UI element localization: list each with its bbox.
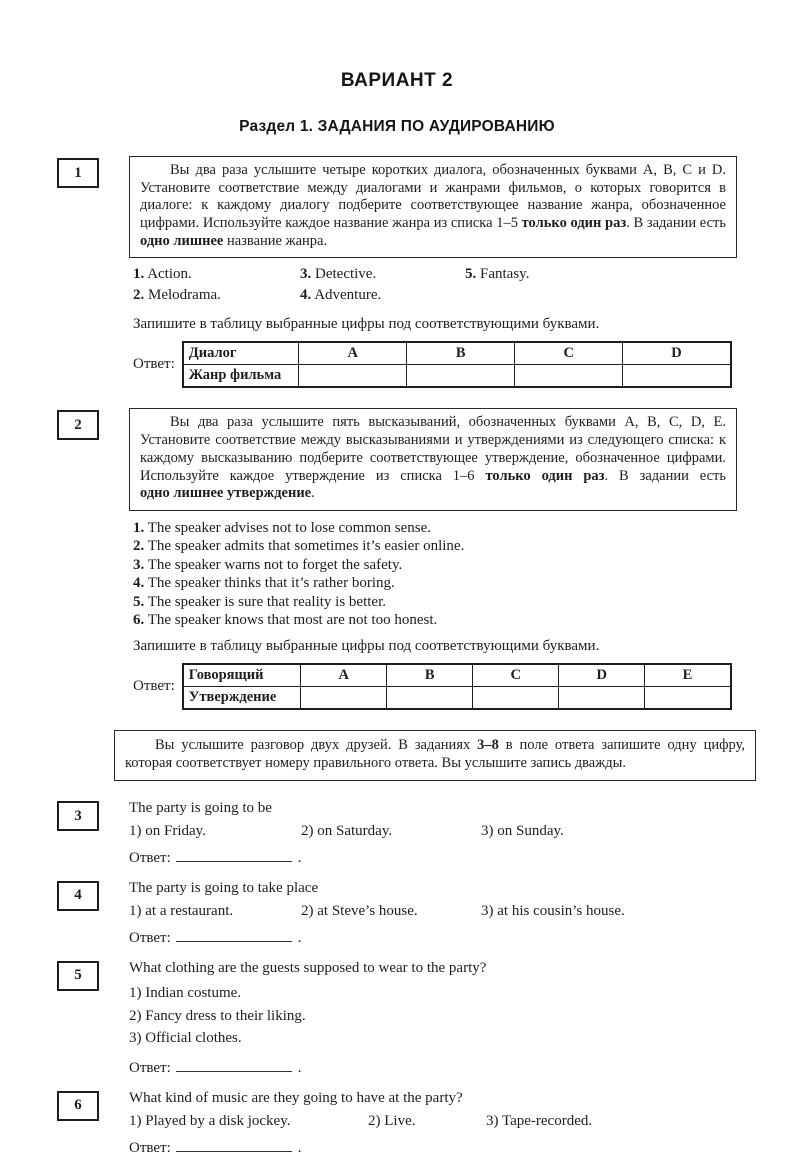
statement-text: The speaker thinks that it’s rather boring. [147, 575, 395, 592]
answer-blank[interactable] [176, 928, 292, 942]
column-letter: A [301, 664, 387, 687]
task-1-instruction-bold: одно лишнее [140, 232, 224, 249]
genre-number: 4. [300, 287, 312, 304]
answer-period: . [297, 929, 302, 946]
statement-item [133, 519, 737, 537]
column-letter: E [645, 664, 731, 687]
statement-number: 6. [133, 612, 145, 629]
genre-number: 3. [300, 266, 312, 283]
question-text: The party is going to be [129, 800, 272, 817]
task-2-instruction-text: Вы два раза услышите пять высказываний, обозначенных буквами A, B, C, D, E. Установите соответствие между высказываниями и утверждениями из следующего списка: к каждому высказыванию подберите соответствующее утверждение, обозначенное цифрами. Используйте каждое утверждение из списка 1–6 [140, 414, 726, 484]
statement-number: 5. [133, 593, 145, 610]
question-4-number: 4 [74, 887, 82, 904]
question-6 [57, 1089, 737, 1157]
question-4 [57, 879, 737, 947]
question-6-number: 6 [74, 1097, 82, 1114]
task-2-answer-row [133, 663, 737, 710]
task-2-answer-table [182, 663, 732, 710]
table-row-header: Диалог [183, 342, 299, 365]
column-letter: B [387, 664, 473, 687]
answer-line [129, 1138, 737, 1157]
intro-bold: 3–8 [477, 736, 499, 753]
genre-item [133, 287, 300, 308]
genre-label: Adventure. [314, 287, 382, 304]
task-1-write-note: Запишите в таблицу выбранные цифры под соответствующими буквами. [133, 316, 600, 333]
page-title: ВАРИАНТ 2 [340, 70, 454, 91]
task-2-instruction-bold: одно лишнее утверждение [140, 485, 312, 502]
table-row-header: Утверждение [183, 686, 301, 709]
statement-number: 4. [133, 575, 145, 592]
answer-blank[interactable] [176, 1138, 292, 1152]
answer-label: Ответ: [129, 849, 171, 866]
option-1: 1) on Friday. [129, 822, 206, 839]
question-4-number-box [57, 881, 99, 911]
option-1: 1) Played by a disk jockey. [129, 1112, 291, 1129]
statement-number: 1. [133, 519, 145, 536]
answer-line [129, 1058, 737, 1077]
answer-cell[interactable] [407, 365, 515, 388]
answer-period: . [297, 1059, 302, 1076]
column-letter: D [559, 664, 645, 687]
genre-label: Fantasy. [480, 266, 530, 283]
answer-period: . [297, 1139, 302, 1156]
tasks-3-8-instruction-box [114, 730, 756, 782]
genre-item [465, 266, 737, 287]
option-2: 2) on Saturday. [301, 822, 393, 839]
answer-label: Ответ: [129, 1139, 171, 1156]
statement-number: 3. [133, 556, 145, 573]
question-text: What kind of music are they going to have at the party? [129, 1089, 463, 1106]
table-row-header: Жанр фильма [183, 365, 299, 388]
genre-label: Melodrama. [148, 287, 221, 304]
task-1-instruction-text: . В задании есть [626, 215, 726, 232]
task-1-instruction-box [129, 156, 737, 258]
task-1-instruction-text: название жанра. [223, 232, 328, 249]
answer-cell[interactable] [623, 365, 731, 388]
task-1-instruction-bold: только один раз [521, 215, 627, 232]
column-letter: D [623, 342, 731, 365]
question-5 [57, 959, 737, 1077]
task-2 [57, 408, 737, 510]
option-row [129, 903, 737, 920]
table-row-header: Говорящий [183, 664, 301, 687]
answer-label: Ответ: [129, 929, 171, 946]
option-3: 3) Official clothes. [129, 1030, 242, 1047]
statement-text: The speaker is sure that reality is better. [147, 593, 386, 610]
question-3-number-box [57, 801, 99, 831]
question-5-number-box [57, 961, 99, 991]
statement-text: The speaker warns not to forget the safety. [147, 556, 403, 573]
answer-cell[interactable] [301, 686, 387, 709]
question-6-number-box [57, 1091, 99, 1121]
column-letter: B [407, 342, 515, 365]
task-2-number: 2 [74, 416, 82, 433]
answer-blank[interactable] [176, 848, 292, 862]
option-1: 1) Indian costume. [129, 985, 242, 1002]
task-2-instruction-text: . В задании есть [604, 467, 726, 484]
genre-item [133, 266, 300, 287]
answer-cell[interactable] [473, 686, 559, 709]
answer-line [129, 848, 737, 867]
column-letter: A [299, 342, 407, 365]
genre-label: Detective. [315, 266, 377, 283]
task-1-number: 1 [74, 164, 82, 181]
question-3 [57, 799, 737, 867]
task-1-answer-table [182, 341, 732, 388]
answer-cell[interactable] [645, 686, 731, 709]
statement-text: The speaker advises not to lose common sense. [147, 519, 431, 536]
answer-period: . [297, 849, 302, 866]
task-2-number-box [57, 410, 99, 440]
column-letter: C [473, 664, 559, 687]
option-3: 3) at his cousin’s house. [481, 902, 625, 919]
genre-number: 1. [133, 266, 145, 283]
task-2-instruction-bold: только один раз [485, 467, 605, 484]
section-title: Раздел 1. ЗАДАНИЯ ПО АУДИРОВАНИЮ [239, 118, 555, 135]
option-3: 3) Tape-recorded. [486, 1112, 593, 1129]
task-2-write-note: Запишите в таблицу выбранные цифры под соответствующими буквами. [133, 637, 600, 654]
statement-text: The speaker knows that most are not too honest. [147, 612, 438, 629]
task-2-instruction-box [129, 408, 737, 510]
question-3-number: 3 [74, 807, 82, 824]
option-3: 3) on Sunday. [481, 822, 564, 839]
task-2-instruction-text: . [311, 485, 315, 502]
task-1-instruction-text: Вы два раза услышите четыре коротких диалога, обозначенных буквами A, B, C и D. Установите соответствие между диалогами и жанрами фильмов, о которых говорится в диалоге: к каждому диалогу подберите соответствующее название жанра, обозначенное цифрами. Используйте каждое название жанра из списка 1–5 [140, 162, 726, 232]
statement-item [133, 537, 737, 555]
answer-cell[interactable] [299, 365, 407, 388]
genre-item [300, 266, 465, 287]
task-1-answer-row [133, 341, 737, 388]
statement-text: The speaker admits that sometimes it’s easier online. [147, 538, 465, 555]
intro-text: в поле ответа запишите одну цифру, которая соответствует номеру правильного ответа. Вы услышите запись дважды. [125, 736, 745, 772]
genre-list [133, 266, 737, 308]
intro-text: Вы услышите разговор двух друзей. В заданиях [155, 736, 478, 753]
option-1: 1) at a restaurant. [129, 902, 234, 919]
option-row [129, 1113, 737, 1130]
statement-number: 2. [133, 538, 145, 555]
answer-line [129, 928, 737, 947]
genre-number: 5. [465, 266, 477, 283]
question-5-number: 5 [74, 967, 82, 984]
statement-item [133, 574, 737, 592]
option-2: 2) at Steve’s house. [301, 902, 418, 919]
answer-cell[interactable] [387, 686, 473, 709]
task-1-number-box [57, 158, 99, 188]
statement-item [133, 611, 737, 629]
genre-number: 2. [133, 287, 145, 304]
answer-label: Ответ: [133, 356, 175, 373]
answer-label: Ответ: [129, 1059, 171, 1076]
question-text: The party is going to take place [129, 879, 319, 896]
option-2: 2) Fancy dress to their liking. [129, 1007, 306, 1024]
option-2: 2) Live. [368, 1112, 416, 1129]
statement-item [133, 556, 737, 574]
answer-cell[interactable] [559, 686, 645, 709]
question-text: What clothing are the guests supposed to wear to the party? [129, 959, 487, 976]
option-stack [129, 982, 737, 1050]
task-1 [57, 156, 737, 258]
column-letter: C [515, 342, 623, 365]
answer-label: Ответ: [133, 677, 175, 694]
genre-label: Action. [147, 266, 192, 283]
answer-cell[interactable] [515, 365, 623, 388]
statement-item [133, 593, 737, 611]
statement-list [133, 519, 737, 630]
answer-blank[interactable] [176, 1058, 292, 1072]
option-row [129, 823, 737, 840]
genre-item [300, 287, 465, 308]
